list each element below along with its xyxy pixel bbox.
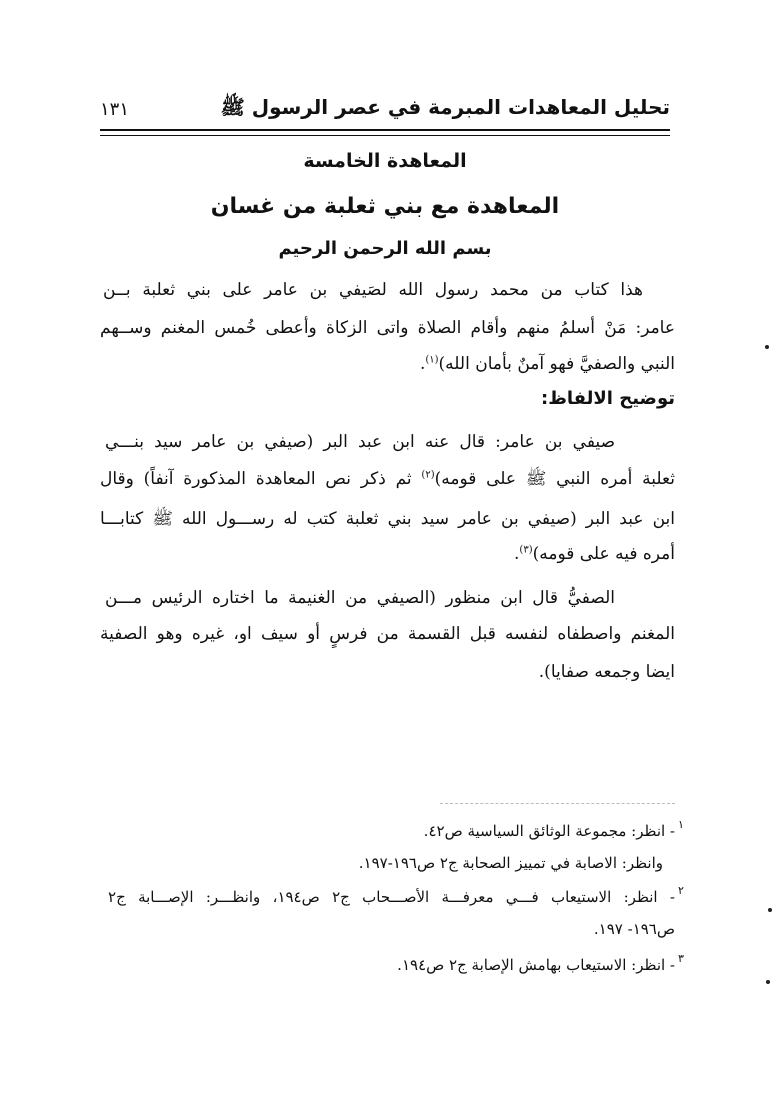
footnote-2-line-1: - انظر: الاستيعاب فـــي معرفـــة الأصـــحاب ج٢ ص١٩٤، وانظـــر: الإصـــابة ج٢: [108, 888, 675, 906]
treaty-title-heading: المعاهدة مع بني ثعلبة من غسان: [210, 194, 560, 219]
treaty-text-line-3-body: النبي والصفيَّ فهو آمنٌ بأمان الله): [438, 354, 675, 374]
footnote-2-line-2: ص١٩٦- ١٩٧.: [593, 920, 675, 938]
scan-speck: [766, 980, 770, 984]
glossary-p1-line-2-rest: ثم ذكر نص المعاهدة المذكورة آنفاً) وقال: [100, 469, 422, 489]
footnote-3-line-1: - انظر: الاستيعاب بهامش الإصابة ج٢ ص١٩٤.: [397, 956, 675, 974]
glossary-p1-line-2-body: ثعلبة أمره النبي ﷺ على قومه): [434, 469, 675, 489]
glossary-p1-line-4-end: .: [514, 544, 520, 564]
running-head-title: تحليل المعاهدات المبرمة في عصر الرسول ﷺ: [220, 94, 670, 119]
footnote-ref-1: (١): [425, 354, 439, 366]
footnote-separator: [440, 803, 675, 804]
header-rule-thick: [100, 129, 670, 131]
glossary-heading: توضيح الالفاظ:: [541, 388, 675, 409]
page-number: ١٣١: [100, 98, 130, 120]
footnote-ref-2: (٢): [421, 469, 435, 481]
footnote-1-marker: ١: [678, 818, 684, 831]
treaty-text-line-2: عامر: مَنْ أسلمُ منهم وأقام الصلاة واتى الزكاة وأعطى خُمس المغنم وســهم: [100, 318, 675, 338]
footnote-ref-3: (٣): [519, 544, 533, 556]
scan-speck: [765, 345, 769, 349]
running-head: [100, 92, 670, 126]
glossary-p1-line-3: ابن عبد البر (صيفي بن عامر سيد بني ثعلبة كتب له رســـول الله ﷺ كتابـــا: [100, 509, 675, 529]
treaty-text-line-1: هذا كتاب من محمد رسول الله لصَيفي بن عامر على بني ثعلبة بــن: [103, 280, 643, 300]
glossary-p1-line-1: صيفي بن عامر: قال عنه ابن عبد البر (صيفي بن عامر سيد بنـــي: [105, 432, 615, 452]
glossary-p2-line-3: ايضا وجمعه صفايا).: [538, 662, 675, 682]
glossary-p2-line-2: المغنم واصطفاه لنفسه قبل القسمة من فرسٍ أو سيف او، غيره وهو الصفية: [100, 624, 675, 644]
treaty-number-heading: المعاهدة الخامسة: [303, 150, 467, 172]
footnote-3-marker: ٣: [678, 952, 684, 965]
header-rule-thin: [100, 135, 670, 136]
treaty-text-line-3-end: .: [419, 354, 426, 374]
treaty-text-line-3: [100, 354, 675, 374]
scan-speck: [768, 908, 772, 912]
basmala-heading: بسم الله الرحمن الرحيم: [278, 238, 492, 259]
glossary-p2-line-1: الصفيُّ قال ابن منظور (الصيفي من الغنيمة ما اختاره الرئيس مـــن: [105, 588, 615, 608]
footnote-2-marker: ٢: [678, 884, 684, 897]
glossary-p1-line-4-body: أمره فيه على قومه): [532, 544, 675, 564]
glossary-p1-line-2: [100, 468, 675, 493]
footnote-1-line-2: وانظر: الاصابة في تمييز الصحابة ج٢ ص١٩٦-١٩٧.: [358, 854, 663, 872]
footnote-1-line-1: - انظر: مجموعة الوثائق السياسية ص٤٢.: [423, 822, 675, 840]
glossary-p1-line-4: [100, 544, 675, 564]
